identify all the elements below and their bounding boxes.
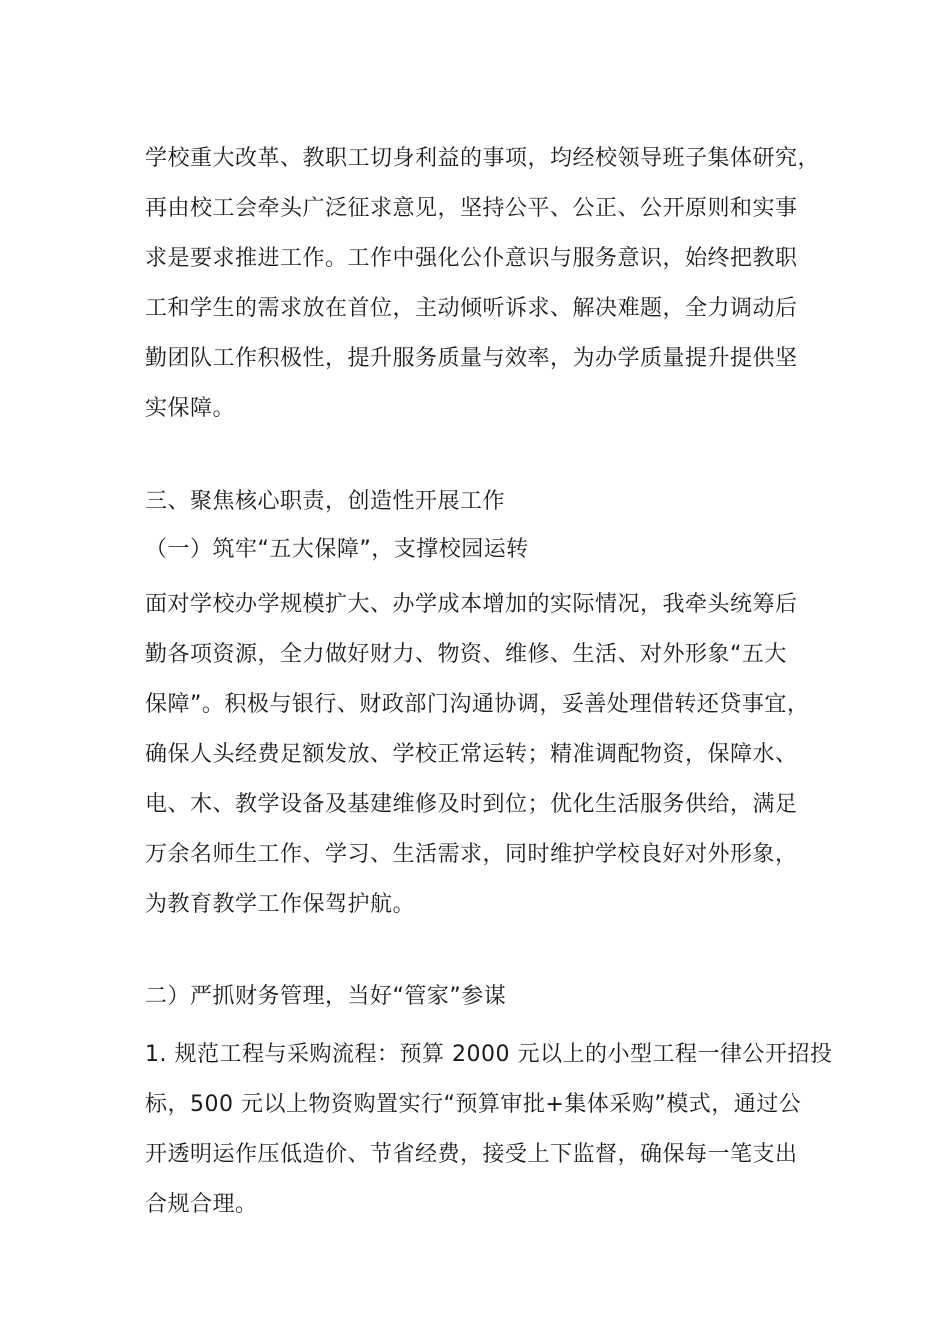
text-line: 确保人头经费足额发放、学校正常运转；精准调配物资，保障水、 [145, 742, 798, 767]
text-line: 工和学生的需求放在首位，主动倾听诉求、解决难题，全力调动后 [145, 296, 798, 321]
text-line: 勤团队工作积极性，提升服务质量与效率，为办学质量提升提供坚 [145, 346, 798, 371]
text-line: 开透明运作压低造价、节省经费，接受上下监督，确保每一笔支出 [145, 1142, 798, 1167]
text-line: 学校重大改革、教职工切身利益的事项，均经校领导班子集体研究， [145, 146, 821, 171]
text-line: 求是要求推进工作。工作中强化公仆意识与服务意识，始终把教职 [145, 246, 798, 271]
text-line: 电、木、教学设备及基建维修及时到位；优化生活服务供给，满足 [145, 792, 798, 817]
text-line: 1. 规范工程与采购流程：预算 2000 元以上的小型工程一律公开招投 [145, 1042, 833, 1067]
subheading-five-guarantees [145, 536, 835, 564]
paragraph-reform-decisions [145, 134, 835, 434]
subheading-text: 二）严抓财务管理，当好“管家”参谋 [145, 984, 507, 1009]
paragraph-five-guarantees [145, 580, 835, 930]
text-line: 万余名师生工作、学习、生活需求，同时维护学校良好对外形象， [145, 842, 798, 867]
section-heading-3 [145, 488, 835, 516]
text-line: 实保障。 [145, 396, 236, 421]
text-line: 合规合理。 [145, 1192, 258, 1217]
text-line: 勤各项资源，全力做好财力、物资、维修、生活、对外形象“五大 [145, 642, 787, 667]
section-heading-text: 三、聚焦核心职责，创造性开展工作 [145, 489, 506, 514]
text-line: 标，500 元以上物资购置实行“预算审批+集体采购”模式，通过公 [145, 1092, 802, 1117]
text-line: 为教育教学工作保驾护航。 [145, 892, 416, 917]
subheading-text: （一）筑牢“五大保障”，支撑校园运转 [145, 537, 529, 562]
subheading-financial-management [145, 983, 835, 1011]
text-line: 保障”。积极与银行、财政部门沟通协调，妥善处理借转还贷事宜， [145, 692, 810, 717]
text-line: 再由校工会牵头广泛征求意见，坚持公平、公正、公开原则和实事 [145, 196, 798, 221]
paragraph-procurement-process [145, 1030, 835, 1230]
text-line: 面对学校办学规模扩大、办学成本增加的实际情况，我牵头统筹后 [145, 592, 798, 617]
